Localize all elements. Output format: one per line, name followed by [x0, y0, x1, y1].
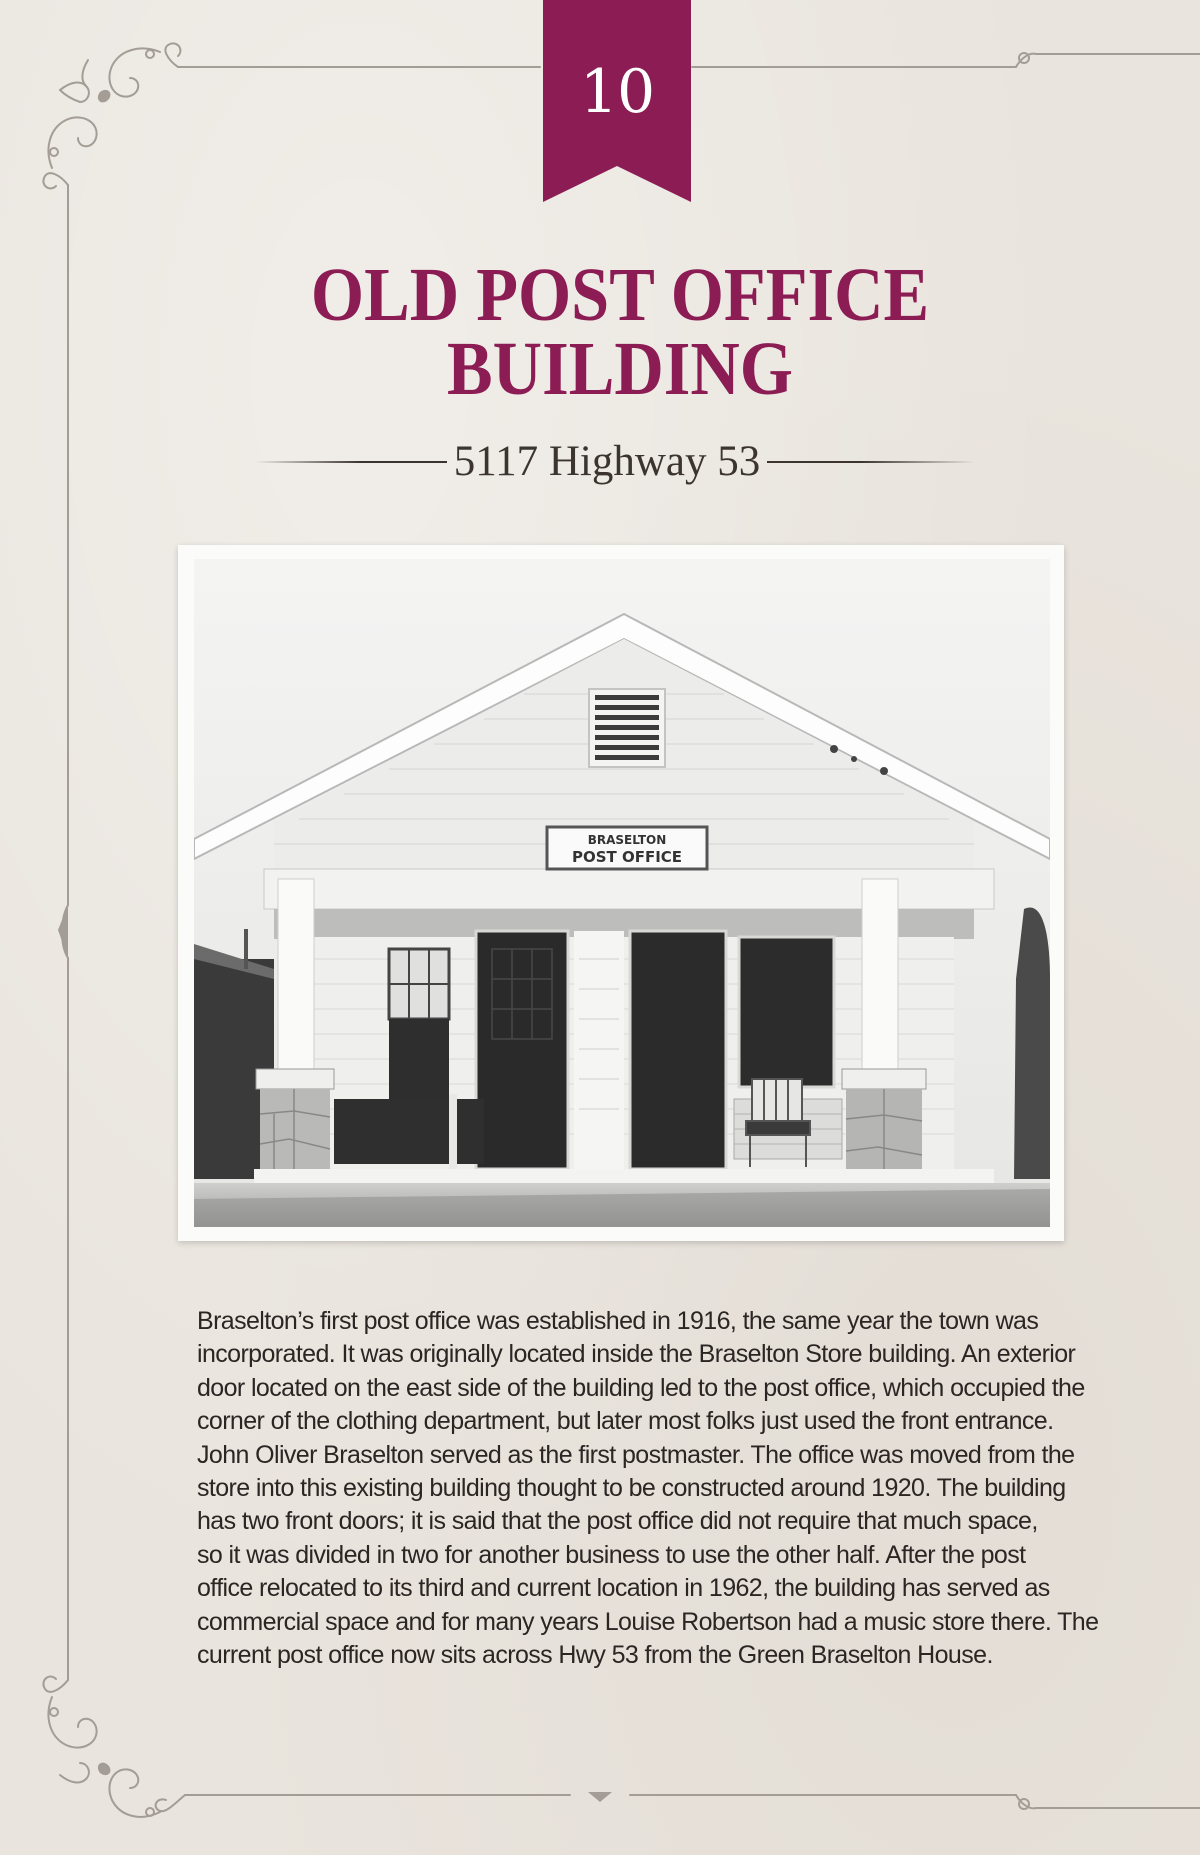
title-line-2: BUILDING: [447, 327, 793, 411]
sign-line-2: POST OFFICE: [571, 848, 683, 866]
address-rule-right: [767, 461, 975, 463]
stop-number-ribbon: [543, 0, 691, 202]
description-line: store into this existing building thought to be constructed around 1920. The building: [197, 1474, 1066, 1503]
description-line: corner of the clothing department, but later most folks just used the front entrance.: [197, 1407, 1054, 1436]
address-row: [255, 432, 975, 492]
description-line: so it was divided in two for another business to use the other half. After the post: [197, 1540, 1026, 1569]
address-text: 5117 Highway 53: [453, 438, 761, 485]
photo-frame: [178, 545, 1064, 1241]
corner-ornament-bottom-left: [43, 1677, 185, 1817]
stop-number: 10: [579, 57, 655, 127]
description-line: John Oliver Braselton served as the first postmaster. The office was moved from the: [197, 1440, 1075, 1469]
sign-line-1: BRASELTON: [587, 833, 667, 847]
page-title: [287, 253, 953, 411]
address-rule-left: [255, 461, 447, 463]
description-line: door located on the east side of the building led to the post office, which occupied the: [197, 1373, 1085, 1402]
title-line-1: OLD POST OFFICE: [310, 253, 930, 337]
description-line: commercial space and for many years Louise Robertson had a music store there. The: [197, 1607, 1099, 1636]
description-line: has two front doors; it is said that the post office did not require that much space,: [197, 1507, 1038, 1536]
description-text: [197, 1305, 1099, 1672]
description-line: Braselton’s first post office was established in 1916, the same year the town was: [197, 1307, 1039, 1335]
post-office-photo: [194, 559, 1050, 1227]
description-line: current post office now sits across Hwy 53 from the Green Braselton House.: [197, 1641, 993, 1670]
description-line: incorporated. It was originally located inside the Braselton Store building. An exterior: [197, 1340, 1076, 1369]
post-office-illustration: [194, 559, 1050, 1227]
description-line: office relocated to its third and current location in 1962, the building has served as: [197, 1574, 1050, 1603]
corner-ornament-top-left: [43, 43, 180, 188]
